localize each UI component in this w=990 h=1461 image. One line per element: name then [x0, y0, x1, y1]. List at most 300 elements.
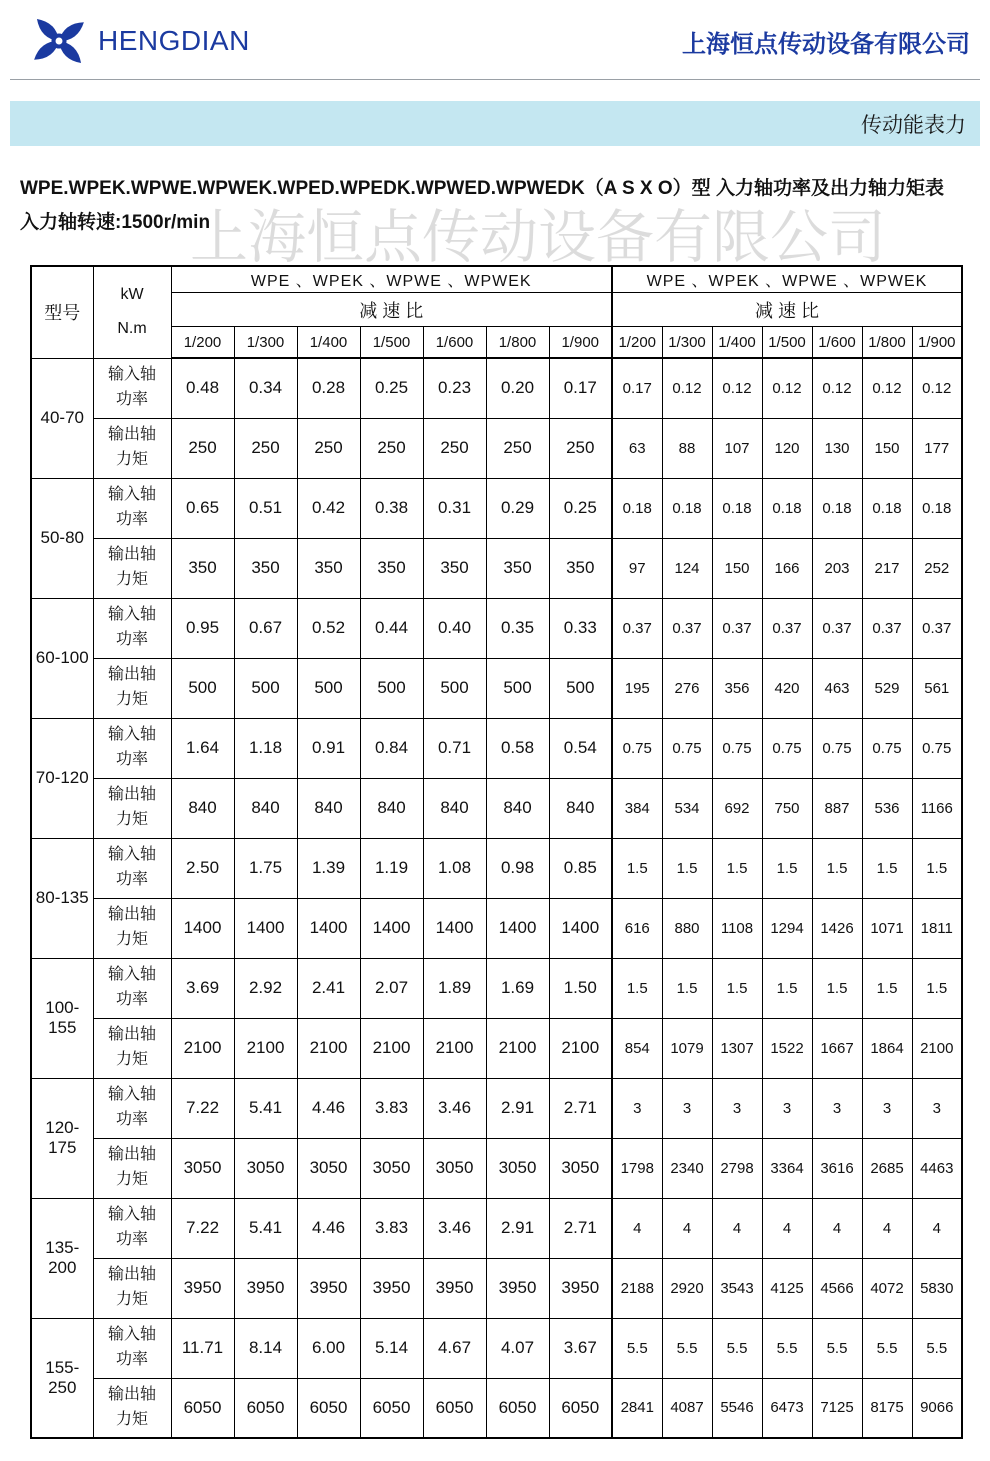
- input-power-value-cell: 0.12: [762, 358, 812, 418]
- row-label-input-power: [93, 358, 171, 418]
- output-torque-value-cell: 3050: [423, 1138, 486, 1198]
- input-power-value-cell: 0.17: [549, 358, 612, 418]
- input-power-value-cell: 2.71: [549, 1198, 612, 1258]
- output-torque-value-cell: 500: [423, 658, 486, 718]
- input-power-value-cell: 5.5: [762, 1318, 812, 1378]
- output-torque-value-cell: 203: [812, 538, 862, 598]
- output-torque-value-cell: 1426: [812, 898, 862, 958]
- input-power-value-cell: 1.5: [762, 958, 812, 1018]
- output-torque-value-cell: 250: [360, 418, 423, 478]
- output-torque-value-cell: 2100: [360, 1018, 423, 1078]
- output-torque-value-cell: 250: [171, 418, 234, 478]
- unit-nm-label: N.m: [117, 320, 147, 338]
- output-torque-value-cell: 120: [762, 418, 812, 478]
- input-power-value-cell: 0.71: [423, 718, 486, 778]
- output-torque-value-cell: 150: [712, 538, 762, 598]
- output-torque-value-cell: 3950: [297, 1258, 360, 1318]
- ratio-header-cell: 1/200: [612, 327, 662, 359]
- model-output-row: [31, 1378, 962, 1438]
- input-power-value-cell: 1.5: [712, 838, 762, 898]
- row-label-input-power: [93, 1078, 171, 1138]
- input-power-value-cell: 0.12: [862, 358, 912, 418]
- output-torque-value-cell: 97: [612, 538, 662, 598]
- input-power-value-cell: 6.00: [297, 1318, 360, 1378]
- input-power-value-cell: 3: [612, 1078, 662, 1138]
- input-power-value-cell: 0.35: [486, 598, 549, 658]
- header-divider: [10, 79, 980, 80]
- input-power-value-cell: 1.5: [762, 838, 812, 898]
- model-output-row: [31, 418, 962, 478]
- row-label-line: 功率: [115, 1231, 148, 1248]
- title-block: [20, 173, 990, 234]
- output-torque-value-cell: 3950: [486, 1258, 549, 1318]
- row-label-line: 输入轴: [107, 1086, 156, 1104]
- input-power-value-cell: 0.18: [662, 478, 712, 538]
- output-torque-value-cell: 3950: [171, 1258, 234, 1318]
- input-power-value-cell: 0.37: [912, 598, 962, 658]
- row-label-input-power: [93, 478, 171, 538]
- input-power-value-cell: 0.37: [662, 598, 712, 658]
- input-power-value-cell: 1.50: [549, 958, 612, 1018]
- ratio-header-cell: 1/300: [234, 327, 297, 359]
- input-power-value-cell: 0.31: [423, 478, 486, 538]
- input-power-value-cell: 5.5: [712, 1318, 762, 1378]
- input-power-value-cell: 1.5: [612, 958, 662, 1018]
- ratio-header-cell: 1/400: [297, 327, 360, 359]
- input-power-value-cell: 3.83: [360, 1078, 423, 1138]
- input-power-value-cell: 1.89: [423, 958, 486, 1018]
- output-torque-value-cell: 840: [360, 778, 423, 838]
- input-power-value-cell: 0.75: [812, 718, 862, 778]
- output-torque-value-cell: 250: [549, 418, 612, 478]
- output-torque-value-cell: 500: [234, 658, 297, 718]
- output-torque-value-cell: 150: [862, 418, 912, 478]
- output-torque-value-cell: 166: [762, 538, 812, 598]
- row-label-output-torque: [93, 1138, 171, 1198]
- row-label-line: 输出轴: [107, 546, 156, 564]
- input-power-value-cell: 4: [862, 1198, 912, 1258]
- output-torque-value-cell: 250: [486, 418, 549, 478]
- input-power-value-cell: 5.5: [612, 1318, 662, 1378]
- output-torque-value-cell: 3616: [812, 1138, 862, 1198]
- row-label-line: 输入轴: [107, 846, 156, 864]
- output-torque-value-cell: 880: [662, 898, 712, 958]
- column-header-unit: [93, 266, 171, 358]
- output-torque-value-cell: 2340: [662, 1138, 712, 1198]
- input-power-value-cell: 0.34: [234, 358, 297, 418]
- banner-label: 传动能表力: [861, 113, 966, 137]
- output-torque-value-cell: 3050: [234, 1138, 297, 1198]
- row-label-input-power: [93, 718, 171, 778]
- input-power-value-cell: 0.18: [812, 478, 862, 538]
- output-torque-value-cell: 1307: [712, 1018, 762, 1078]
- brand-block: [30, 12, 250, 70]
- input-power-value-cell: 4: [912, 1198, 962, 1258]
- output-torque-value-cell: 6473: [762, 1378, 812, 1438]
- row-label-line: 输入轴: [107, 366, 156, 384]
- output-torque-value-cell: 350: [486, 538, 549, 598]
- model-output-row: [31, 1258, 962, 1318]
- input-power-value-cell: 0.17: [612, 358, 662, 418]
- input-power-value-cell: 3: [762, 1078, 812, 1138]
- header-row-groups: [31, 266, 962, 293]
- output-torque-value-cell: 6050: [234, 1378, 297, 1438]
- input-power-value-cell: 0.12: [662, 358, 712, 418]
- watermark-text: 上海恒点传动设备有限公司: [190, 205, 887, 270]
- output-torque-value-cell: 1522: [762, 1018, 812, 1078]
- output-torque-value-cell: 2100: [912, 1018, 962, 1078]
- input-power-value-cell: 4: [712, 1198, 762, 1258]
- ratio-header-cell: 1/200: [171, 327, 234, 359]
- ratio-header-cell: 1/900: [549, 327, 612, 359]
- output-torque-value-cell: 3950: [360, 1258, 423, 1318]
- output-torque-value-cell: 2188: [612, 1258, 662, 1318]
- spec-table: [30, 265, 963, 1439]
- output-torque-value-cell: 1400: [549, 898, 612, 958]
- row-label-line: 输入轴: [107, 486, 156, 504]
- input-power-value-cell: 1.75: [234, 838, 297, 898]
- input-power-value-cell: 7.22: [171, 1198, 234, 1258]
- model-cell: 50-80: [31, 478, 93, 598]
- hengdian-pinwheel-logo-icon: [30, 12, 88, 70]
- table-head: [31, 266, 962, 358]
- input-power-value-cell: 0.48: [171, 358, 234, 418]
- input-power-value-cell: 1.64: [171, 718, 234, 778]
- output-torque-value-cell: 350: [423, 538, 486, 598]
- input-power-value-cell: 5.41: [234, 1198, 297, 1258]
- input-power-value-cell: 3.46: [423, 1078, 486, 1138]
- input-power-value-cell: 4.46: [297, 1198, 360, 1258]
- row-label-line: 输入轴: [107, 726, 156, 744]
- ratio-header-cell: 1/500: [762, 327, 812, 359]
- output-torque-value-cell: 2100: [297, 1018, 360, 1078]
- row-label-line: 输出轴: [107, 426, 156, 444]
- output-torque-value-cell: 130: [812, 418, 862, 478]
- output-torque-value-cell: 854: [612, 1018, 662, 1078]
- model-cell: 70-120: [31, 718, 93, 838]
- input-power-value-cell: 0.42: [297, 478, 360, 538]
- output-torque-value-cell: 3543: [712, 1258, 762, 1318]
- output-torque-value-cell: 1811: [912, 898, 962, 958]
- input-power-value-cell: 0.33: [549, 598, 612, 658]
- input-power-value-cell: 0.75: [762, 718, 812, 778]
- row-label-line: 输入轴: [107, 606, 156, 624]
- input-power-value-cell: 2.92: [234, 958, 297, 1018]
- ratio-header-cell: 1/800: [862, 327, 912, 359]
- input-power-value-cell: 0.29: [486, 478, 549, 538]
- input-power-value-cell: 3.67: [549, 1318, 612, 1378]
- row-label-output-torque: [93, 1378, 171, 1438]
- ratio-header-cell: 1/500: [360, 327, 423, 359]
- output-torque-value-cell: 2100: [234, 1018, 297, 1078]
- row-label-line: 功率: [115, 871, 148, 888]
- table-title: WPE.WPEK.WPWE.WPWEK.WPED.WPEDK.WPWED.WPWEDK（A S X O）型 入力轴功率及出力轴力矩表: [20, 178, 944, 199]
- input-power-value-cell: 11.71: [171, 1318, 234, 1378]
- output-torque-value-cell: 1294: [762, 898, 812, 958]
- output-torque-value-cell: 2100: [171, 1018, 234, 1078]
- ratio-label-right: 减 速 比: [612, 293, 962, 327]
- input-power-value-cell: 0.20: [486, 358, 549, 418]
- output-torque-value-cell: 350: [360, 538, 423, 598]
- model-input-row: [31, 358, 962, 418]
- row-label-line: 力矩: [115, 931, 148, 948]
- model-input-row: [31, 1318, 962, 1378]
- input-power-value-cell: 0.18: [762, 478, 812, 538]
- input-power-value-cell: 2.91: [486, 1078, 549, 1138]
- input-power-value-cell: 3: [912, 1078, 962, 1138]
- input-power-value-cell: 0.18: [862, 478, 912, 538]
- output-torque-value-cell: 6050: [486, 1378, 549, 1438]
- model-input-row: [31, 1198, 962, 1258]
- company-name: 上海恒点传动设备有限公司: [682, 30, 970, 58]
- input-power-value-cell: 2.07: [360, 958, 423, 1018]
- input-power-value-cell: 4.67: [423, 1318, 486, 1378]
- output-torque-value-cell: 2100: [423, 1018, 486, 1078]
- input-power-value-cell: 1.5: [812, 838, 862, 898]
- input-power-value-cell: 0.91: [297, 718, 360, 778]
- input-power-value-cell: 1.19: [360, 838, 423, 898]
- output-torque-value-cell: 840: [486, 778, 549, 838]
- row-label-line: 输出轴: [107, 906, 156, 924]
- model-cell: 60-100: [31, 598, 93, 718]
- row-label-input-power: [93, 1198, 171, 1258]
- output-torque-value-cell: 1400: [234, 898, 297, 958]
- input-power-value-cell: 4: [812, 1198, 862, 1258]
- output-torque-value-cell: 2100: [549, 1018, 612, 1078]
- ratio-header-cell: 1/300: [662, 327, 712, 359]
- model-input-row: [31, 718, 962, 778]
- input-power-value-cell: 1.39: [297, 838, 360, 898]
- input-power-value-cell: 0.85: [549, 838, 612, 898]
- output-torque-value-cell: 350: [549, 538, 612, 598]
- output-torque-value-cell: 750: [762, 778, 812, 838]
- input-power-value-cell: 4: [612, 1198, 662, 1258]
- output-torque-value-cell: 3950: [423, 1258, 486, 1318]
- output-torque-value-cell: 1667: [812, 1018, 862, 1078]
- row-label-output-torque: [93, 898, 171, 958]
- input-power-value-cell: 1.5: [862, 958, 912, 1018]
- model-cell: 80-135: [31, 838, 93, 958]
- output-torque-value-cell: 840: [297, 778, 360, 838]
- output-torque-value-cell: 616: [612, 898, 662, 958]
- input-power-value-cell: 2.50: [171, 838, 234, 898]
- column-header-model: 型号: [31, 266, 93, 358]
- output-torque-value-cell: 1108: [712, 898, 762, 958]
- output-torque-value-cell: 840: [234, 778, 297, 838]
- output-torque-value-cell: 124: [662, 538, 712, 598]
- output-torque-value-cell: 3050: [486, 1138, 549, 1198]
- output-torque-value-cell: 250: [297, 418, 360, 478]
- input-power-value-cell: 0.12: [712, 358, 762, 418]
- output-torque-value-cell: 5546: [712, 1378, 762, 1438]
- row-label-output-torque: [93, 538, 171, 598]
- model-input-row: [31, 1078, 962, 1138]
- row-label-line: 力矩: [115, 1171, 148, 1188]
- input-power-value-cell: 0.75: [712, 718, 762, 778]
- model-output-row: [31, 1018, 962, 1078]
- input-power-value-cell: 4: [662, 1198, 712, 1258]
- row-label-input-power: [93, 598, 171, 658]
- output-torque-value-cell: 250: [423, 418, 486, 478]
- output-torque-value-cell: 500: [171, 658, 234, 718]
- output-torque-value-cell: 529: [862, 658, 912, 718]
- input-power-value-cell: 5.5: [912, 1318, 962, 1378]
- input-power-value-cell: 0.51: [234, 478, 297, 538]
- output-torque-value-cell: 350: [234, 538, 297, 598]
- output-torque-value-cell: 8175: [862, 1378, 912, 1438]
- output-torque-value-cell: 63: [612, 418, 662, 478]
- input-power-value-cell: 0.37: [762, 598, 812, 658]
- output-torque-value-cell: 1400: [360, 898, 423, 958]
- output-torque-value-cell: 500: [486, 658, 549, 718]
- row-label-input-power: [93, 1318, 171, 1378]
- input-power-value-cell: 0.23: [423, 358, 486, 418]
- output-torque-value-cell: 463: [812, 658, 862, 718]
- row-label-line: 输出轴: [107, 786, 156, 804]
- input-power-value-cell: 3.69: [171, 958, 234, 1018]
- output-torque-value-cell: 420: [762, 658, 812, 718]
- input-power-value-cell: 1.5: [812, 958, 862, 1018]
- row-label-line: 力矩: [115, 691, 148, 708]
- input-power-value-cell: 0.54: [549, 718, 612, 778]
- output-torque-value-cell: 1166: [912, 778, 962, 838]
- input-power-value-cell: 5.41: [234, 1078, 297, 1138]
- input-power-value-cell: 0.37: [712, 598, 762, 658]
- input-power-value-cell: 2.41: [297, 958, 360, 1018]
- row-label-input-power: [93, 838, 171, 898]
- model-output-row: [31, 1138, 962, 1198]
- input-power-value-cell: 0.67: [234, 598, 297, 658]
- section-banner: [10, 101, 980, 146]
- row-label-output-torque: [93, 778, 171, 838]
- input-power-value-cell: 0.37: [812, 598, 862, 658]
- model-cell: 120-175: [31, 1078, 93, 1198]
- input-power-value-cell: 1.5: [912, 838, 962, 898]
- model-output-row: [31, 898, 962, 958]
- input-power-value-cell: 0.52: [297, 598, 360, 658]
- input-power-value-cell: 0.95: [171, 598, 234, 658]
- output-torque-value-cell: 6050: [423, 1378, 486, 1438]
- row-label-line: 功率: [115, 991, 148, 1008]
- row-label-line: 输入轴: [107, 1326, 156, 1344]
- brand-name: HENGDIAN: [98, 25, 250, 56]
- output-torque-value-cell: 500: [360, 658, 423, 718]
- ratio-header-cell: 1/600: [423, 327, 486, 359]
- input-power-value-cell: 1.5: [662, 838, 712, 898]
- output-torque-value-cell: 177: [912, 418, 962, 478]
- header-row-ratio-label: [31, 293, 962, 327]
- output-torque-value-cell: 6050: [297, 1378, 360, 1438]
- output-torque-value-cell: 840: [423, 778, 486, 838]
- input-power-value-cell: 0.75: [912, 718, 962, 778]
- input-power-value-cell: 0.18: [912, 478, 962, 538]
- input-power-value-cell: 4.46: [297, 1078, 360, 1138]
- group-header-right: WPE 、WPEK 、WPWE 、WPWEK: [612, 266, 962, 293]
- output-torque-value-cell: 4072: [862, 1258, 912, 1318]
- output-torque-value-cell: 4087: [662, 1378, 712, 1438]
- row-label-output-torque: [93, 658, 171, 718]
- group-header-left: WPE 、WPEK 、WPWE 、WPWEK: [171, 266, 612, 293]
- output-torque-value-cell: 252: [912, 538, 962, 598]
- output-torque-value-cell: 3050: [297, 1138, 360, 1198]
- row-label-line: 输出轴: [107, 666, 156, 684]
- row-label-output-torque: [93, 418, 171, 478]
- output-torque-value-cell: 1400: [171, 898, 234, 958]
- output-torque-value-cell: 2798: [712, 1138, 762, 1198]
- input-power-value-cell: 0.28: [297, 358, 360, 418]
- output-torque-value-cell: 1864: [862, 1018, 912, 1078]
- input-power-value-cell: 0.37: [612, 598, 662, 658]
- row-label-output-torque: [93, 1258, 171, 1318]
- input-power-value-cell: 2.91: [486, 1198, 549, 1258]
- input-power-value-cell: 3: [712, 1078, 762, 1138]
- input-power-value-cell: 0.18: [612, 478, 662, 538]
- output-torque-value-cell: 1400: [486, 898, 549, 958]
- output-torque-value-cell: 3364: [762, 1138, 812, 1198]
- input-power-value-cell: 2.71: [549, 1078, 612, 1138]
- model-cell: 135-200: [31, 1198, 93, 1318]
- ratio-header-cell: 1/400: [712, 327, 762, 359]
- input-power-value-cell: 5.5: [812, 1318, 862, 1378]
- output-torque-value-cell: 356: [712, 658, 762, 718]
- row-label-line: 输入轴: [107, 1206, 156, 1224]
- table-body: [31, 358, 962, 1438]
- output-torque-value-cell: 2685: [862, 1138, 912, 1198]
- row-label-line: 力矩: [115, 1291, 148, 1308]
- input-power-value-cell: 0.75: [662, 718, 712, 778]
- row-label-line: 功率: [115, 1111, 148, 1128]
- top-header: [0, 0, 990, 70]
- input-power-value-cell: 0.12: [912, 358, 962, 418]
- unit-kw-label: kW: [120, 286, 144, 304]
- row-label-line: 功率: [115, 391, 148, 408]
- input-power-value-cell: 5.5: [862, 1318, 912, 1378]
- input-power-value-cell: 3: [862, 1078, 912, 1138]
- input-power-value-cell: 1.5: [662, 958, 712, 1018]
- input-power-value-cell: 0.75: [862, 718, 912, 778]
- input-power-value-cell: 7.22: [171, 1078, 234, 1138]
- row-label-line: 输入轴: [107, 966, 156, 984]
- model-cell: 40-70: [31, 358, 93, 478]
- output-torque-value-cell: 384: [612, 778, 662, 838]
- input-power-value-cell: 4: [762, 1198, 812, 1258]
- output-torque-value-cell: 88: [662, 418, 712, 478]
- output-torque-value-cell: 9066: [912, 1378, 962, 1438]
- output-torque-value-cell: 107: [712, 418, 762, 478]
- input-power-value-cell: 3.83: [360, 1198, 423, 1258]
- input-power-value-cell: 0.25: [360, 358, 423, 418]
- output-torque-value-cell: 6050: [360, 1378, 423, 1438]
- output-torque-value-cell: 1071: [862, 898, 912, 958]
- input-power-value-cell: 8.14: [234, 1318, 297, 1378]
- output-torque-value-cell: 840: [171, 778, 234, 838]
- model-cell: 155-250: [31, 1318, 93, 1438]
- output-torque-value-cell: 887: [812, 778, 862, 838]
- input-power-value-cell: 1.18: [234, 718, 297, 778]
- ratio-header-cell: 1/600: [812, 327, 862, 359]
- input-power-value-cell: 1.5: [612, 838, 662, 898]
- model-output-row: [31, 778, 962, 838]
- input-power-value-cell: 0.44: [360, 598, 423, 658]
- output-torque-value-cell: 1400: [423, 898, 486, 958]
- output-torque-value-cell: 536: [862, 778, 912, 838]
- input-power-value-cell: 0.65: [171, 478, 234, 538]
- input-power-value-cell: 0.98: [486, 838, 549, 898]
- row-label-line: 力矩: [115, 571, 148, 588]
- row-label-line: 功率: [115, 1351, 148, 1368]
- row-label-line: 力矩: [115, 1410, 148, 1428]
- row-label-line: 功率: [115, 631, 148, 648]
